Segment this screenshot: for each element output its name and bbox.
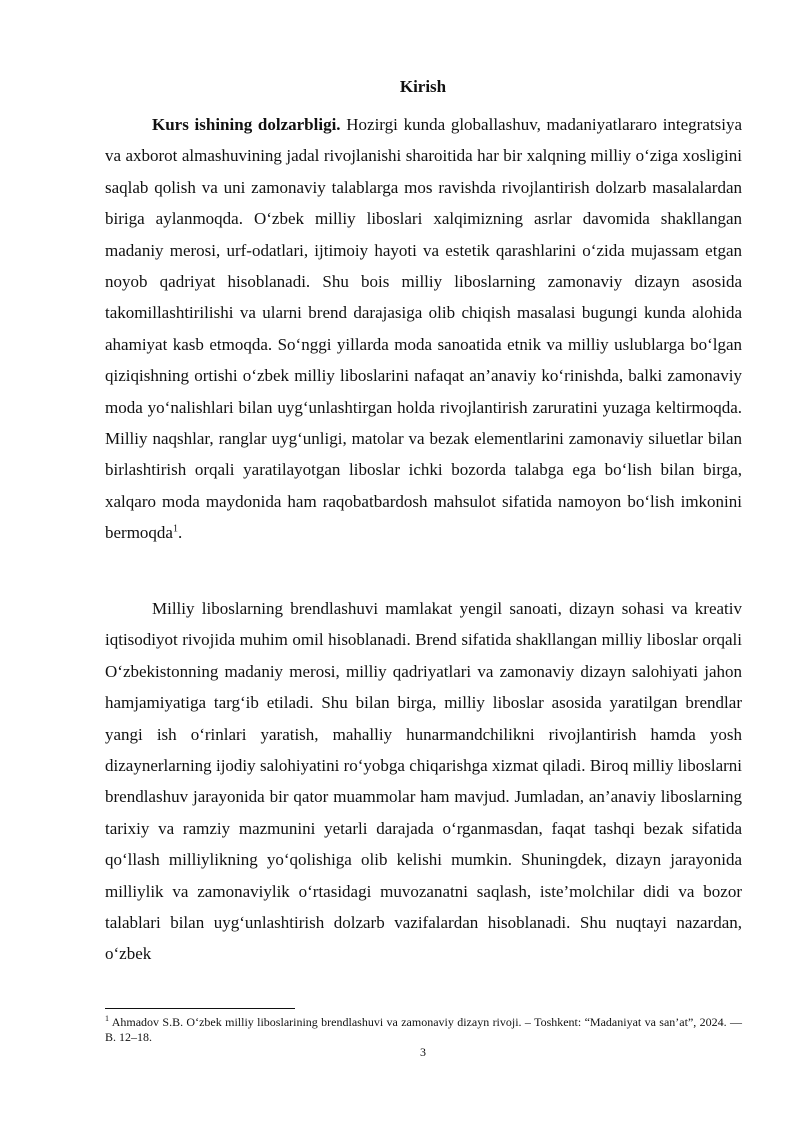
page-number: 3 xyxy=(420,1045,426,1059)
footnote-text: Ahmadov S.B. O‘zbek milliy liboslarining brendlashuvi va zamonaviy dizayn rivoji. – Toshkent: “Madaniyat va san’at”, 2024. — B. 12–18. xyxy=(105,1015,742,1044)
paragraph-relevance xyxy=(105,109,742,549)
paragraph-end: . xyxy=(177,523,183,543)
footnote xyxy=(105,1015,742,1045)
section-heading: Kirish xyxy=(399,77,447,96)
paragraph-lead: Kurs ishining dolzarbligi. xyxy=(152,115,341,134)
paragraph-text: Hozirgi kunda globallashuv, madaniyatlararo integratsiya va axborot almashuvining jadal rivojlanishi sharoitida har bir xalqning milliy o‘ziga xosligini saqlab qolish va uni zamonaviy talablarga mos ravishda rivojlantirish dolzarb masalalardan biriga aylanmoqda. O‘zbek milliy liboslari xalqimizning asrlar davomida shakllangan madaniy merosi, urf-odatlari, ijtimoiy hayoti va estetik qarashlarini o‘zida mujassam etgan noyob qadriyat hisoblanadi. Shu bois milliy liboslarning zamonaviy dizayn asosida takomillashtirilishi va ularni brend darajasiga olib chiqish masalasi bugungi kunda alohida ahamiyat kasb etmoqda. So‘nggi yillarda moda sanoatida etnik va milliy uslublarga bo‘lgan qiziqishning ortishi o‘zbek milliy liboslarini nafaqat an’anaviy ko‘rinishda, balki zamonaviy moda yo‘nalishlari bilan uyg‘unlashtirgan holda rivojlantirish zaruratini yuzaga keltirmoqda. Milliy naqshlar, ranglar uyg‘unligi, matolar va bezak elementlarini zamonaviy siluetlar bilan birlashtirish orqali yaratilayotgan liboslar ichki bozorda talabga ega bo‘lish bilan birga, xalqaro moda maydonida ham raqobatbardosh mahsulot sifatida namoyon bo‘lish imkonini bermoqda xyxy=(105,115,742,543)
footnote-reference[interactable]: 1 xyxy=(172,523,178,535)
paragraph-branding: Milliy liboslarning brendlashuvi mamlakat yengil sanoati, dizayn sohasi va kreativ iqtisodiyot rivojida muhim omil hisoblanadi. Brend sifatida shakllangan milliy liboslar orqali O‘zbekistonning madaniy merosi, milliy qadriyatlari va zamonaviy dizayn salohiyati jahon hamjamiyatiga targ‘ib etiladi. Shu bilan birga, milliy liboslar asosida yaratilgan brendlar yangi ish o‘rinlari yaratish, mahalliy hunarmandchilikni rivojlantirish hamda yosh dizaynerlarning ijodiy salohiyatini ro‘yobga chiqarishga xizmat qiladi. Biroq milliy liboslarni brendlashuv jarayonida bir qator muammolar ham mavjud. Jumladan, an’anaviy liboslarning tarixiy va ramziy mazmunini yetarli darajada o‘rganmasdan, faqat tashqi bezak sifatida qo‘llash milliylikning yo‘qolishiga olib kelishi mumkin. Shuningdek, dizayn jarayonida milliylik va zamonaviylik o‘rtasidagi muvozanatni saqlash, iste’molchilar didi va bozor talablari bilan uyg‘unlashtirish dolzarb vazifalardan hisoblanadi. Shu nuqtayi nazardan, o‘zbek xyxy=(105,599,742,964)
footnote-number: 1 xyxy=(105,1014,109,1023)
footnote-divider xyxy=(105,1008,295,1009)
